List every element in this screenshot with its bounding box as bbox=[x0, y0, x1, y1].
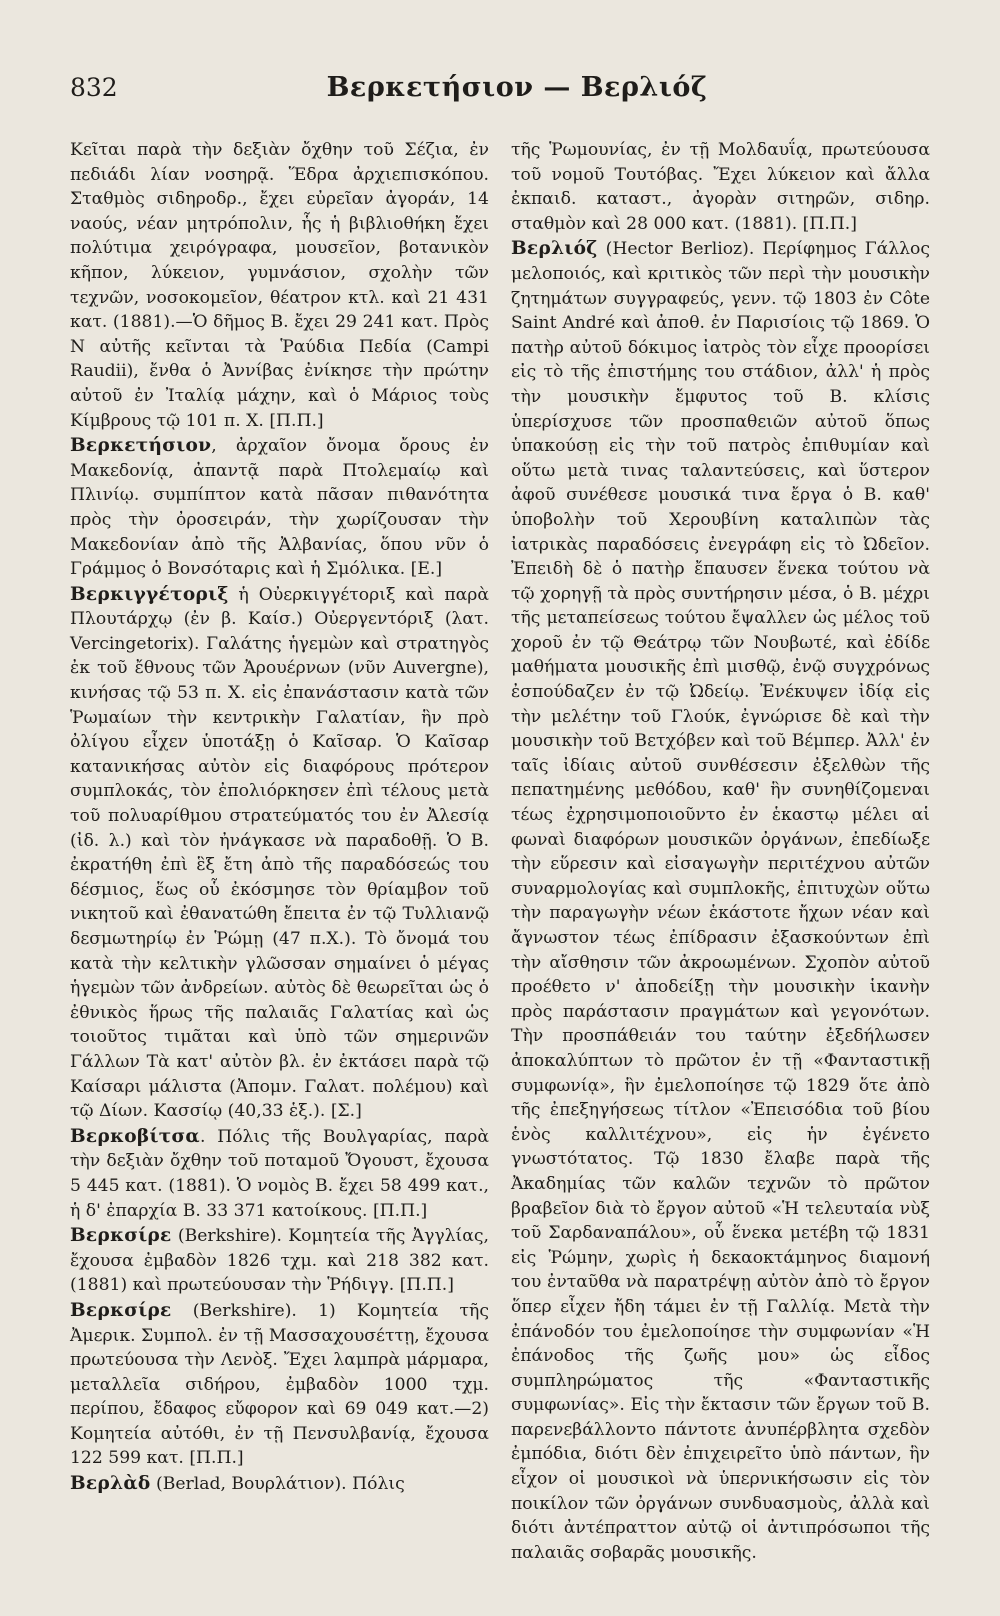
entry bbox=[70, 1224, 489, 1298]
text-columns bbox=[70, 138, 974, 1566]
entry-headword: Βερκοβίτσα bbox=[70, 1125, 200, 1147]
entry-headword: Βερκιγγέτοριξ bbox=[70, 583, 229, 605]
entry-headword: Βερλὰδ bbox=[70, 1473, 151, 1495]
page-number: 832 bbox=[70, 73, 118, 102]
entry bbox=[70, 1472, 489, 1497]
entry-headword: Βερλιόζ bbox=[511, 238, 598, 260]
running-head: Βερκετήσιον — Βερλιόζ bbox=[326, 72, 708, 103]
entry bbox=[70, 583, 489, 1124]
entry bbox=[70, 1299, 489, 1471]
entry-text: ἡ Οὐερκιγγέτοριξ καὶ παρὰ Πλουτάρχῳ (ἐν β. Καίσ.) Οὐεργεντόριξ (λατ. Vercingetorix). Γαλάτης ἡγεμὼν καὶ στρατηγὸς ἐκ τοῦ ἔθνους τῶν Ἀρουέρνων (νῦν Auvergne), κινήσας τῷ 53 π. Χ. εἰς ἐπανάστασιν κατὰ τῶν Ῥωμαίων τὴν κεντρικὴν Γαλατίαν, ἣν πρὸ ὀλίγου εἶχεν ὑποτάξῃ ὁ Καῖσαρ. Ὁ Καῖσαρ κατανικήσας αὐτὸν εἰς διαφόρους πρότερον συμπλοκάς, τὸν ἐπολιόρκησεν ἐπὶ τέλους μετὰ τοῦ πολυαρίθμου στρατεύματός του ἐν Ἀλεσίᾳ (ἰδ. λ.) καὶ τὸν ἠνάγκασε νὰ παραδοθῇ. Ὁ Β. ἐκρατήθη ἐπὶ ἓξ ἔτη ἀπὸ τῆς παραδόσεώς του δέσμιος, ἕως οὗ ἐκόσμησε τὸν θρίαμβον τοῦ νικητοῦ καὶ ἐθανατώθη ἔπειτα ἐν τῷ Τυλλιανῷ δεσμωτηρίῳ ἐν Ῥώμῃ (47 π.Χ.). Τὸ ὄνομά του κατὰ τὴν κελτικὴν γλῶσσαν σημαίνει ὁ μέγας ἡγεμὼν τῶν ἀνδρείων. αὐτὸς δὲ θεωρεῖται ὡς ὁ ἐθνικὸς ἥρως τῆς παλαιᾶς Γαλατίας καὶ ὡς τοιοῦτος τιμᾶται καὶ ὑπὸ τῶν σημερινῶν Γάλλων Τὰ κατ' αὐτὸν βλ. ἐν ἐκτάσει παρὰ τῷ Καίσαρι μάλιστα (Ἀπομν. Γαλατ. πολέμου) καὶ τῷ Δίων. Κασσίῳ (40,33 ἑξ.). [Σ.] bbox=[70, 584, 489, 1122]
page-header bbox=[70, 72, 974, 120]
entry bbox=[70, 434, 489, 582]
entry-text: (Berkshire). 1) Κομητεία τῆς Ἀμερικ. Συμπολ. ἐν τῇ Μασσαχουσέττῃ, ἔχουσα πρωτεύουσα τὴν Λενὸξ. Ἔχει λαμπρὰ μάρμαρα, μεταλλεῖα σιδήρου, ἐμβαδὸν 1000 τχμ. περίπου, ἔδαφος εὔφορον καὶ 69 049 κατ.—2) Κομητεία αὐτόθι, ἐν τῇ Πενσυλβανίᾳ, ἔχουσα 122 599 κατ. [Π.Π.] bbox=[70, 1300, 489, 1469]
right-column bbox=[511, 138, 930, 1566]
entry-text: (Hector Berlioz). Περίφημος Γάλλος μελοποιός, καὶ κριτικὸς τῶν περὶ τὴν μουσικὴν ζητημάτων συγγραφεύς, γενν. τῷ 1803 ἐν Côte Saint André καὶ ἀποθ. ἐν Παρισίοις τῷ 1869. Ὁ πατὴρ αὐτοῦ δόκιμος ἰατρὸς τὸν εἶχε προορίσει εἰς τὸ τῆς ἐπιστήμης του στάδιον, ἀλλ' ἡ πρὸς τὴν μουσικὴν ἔμφυτος τοῦ Β. κλίσις ὑπερίσχυσε τῶν προσπαθειῶν αὐτοῦ ὅπως ὑπακούσῃ εἰς τὴν τοῦ πατρὸς ἐπιθυμίαν καὶ οὕτω μετὰ τινας ταλαντεύσεις, καὶ ὕστερον ἀφοῦ συνέθεσε μουσικά τινα ἔργα ὁ Β. καθ' ὑποβολὴν τοῦ Χερουβίνη καταλιπὼν τὰς ἰατρικὰς παραδόσεις ἐνεγράφη εἰς τὸ Ὠδεῖον. Ἐπειδὴ δὲ ὁ πατὴρ ἔπαυσεν ἕνεκα τούτου νὰ τῷ χορηγῇ τὰ πρὸς συντήρησιν μέσα, ὁ Β. μέχρι τῆς μεταπείσεως τούτου ἔψαλλεν ὡς μέλος τοῦ χοροῦ ἐν τῷ Θεάτρῳ τῶν Νουβωτέ, καὶ ἐδίδε μαθήματα μουσικῆς ἐπὶ μισθῷ, ἐνῷ συγχρόνως ἐσπούδαζεν ἐν τῷ Ὠδείῳ. Ἐνέκυψεν ἰδίᾳ εἰς τὴν μελέτην τοῦ Γλούκ, ἐγνώρισε δὲ καὶ τὴν μουσικὴν τοῦ Βετχόβεν καὶ τοῦ Βέμπερ. Ἀλλ' ἐν ταῖς ἰδίαις αὐτοῦ συνθέσεσιν ἐξελθὼν τῆς πεπατημένης μεθόδου, καθ' ἣν συνηθίζομεναι τέως ἐχρησιμοποιοῦντο ἐν ἑκαστῳ μέλει αἱ φωναὶ διαφόρων μουσικῶν ὀργάνων, ἐπεδίωξε τὴν εὕρεσιν καὶ εἰσαγωγὴν περιτέχνου αὐτῶν συναρμολογίας καὶ συμπλοκῆς, ἐπιτυχὼν οὕτω τὴν παραγωγὴν νέων ἑκάστοτε ἤχων νέαν καὶ ἄγνωστον τέως ἐπίδρασιν ἐξασκούντων ἐπὶ τὴν αἴσθησιν τῶν ἀκροωμένων. Σχοπὸν αὐτοῦ προέθετο ν' ἀποδείξῃ τὴν μουσικὴν ἱκανὴν πρὸς παράστασιν πραγμάτων καὶ γεγονότων. Τὴν προσπάθειάν του ταύτην ἐξεδήλωσεν ἀποκαλύπτων τὸ πρῶτον ἐν τῇ «Φανταστικῇ συμφωνίᾳ», ἣν ἐμελοποίησε τῷ 1829 ὅτε ἀπὸ τῆς ἐπεξηγήσεως τίτλον «Ἐπεισόδια τοῦ βίου ἑνὸς καλλιτέχνου», εἰς ἡν ἐγένετο γνωστότατος. Τῷ 1830 ἔλαβε παρὰ τῆς Ἀκαδημίας τῶν καλῶν τεχνῶν τὸ πρῶτον βραβεῖον διὰ τὸ ἔργον αὐτοῦ «Ἡ τελευταία νὺξ τοῦ Σαρδαναπάλου», οὗ ἕνεκα μετέβη τῷ 1831 εἰς Ῥώμην, χωρὶς ἡ δεκαοκτάμηνος διαμονή του ἐνταῦθα νὰ παρατρέψῃ αὐτὸν ἀπὸ τὸ ἔργον ὅπερ εἶχεν ἤδη τάμει ἐν τῇ Γαλλίᾳ. Μετὰ τὴν ἐπάνοδόν του ἐμελοποίησε τὴν συμφωνίαν «Ἡ ἐπάνοδος τῆς ζωῆς μου» ὡς εἶδος συμπληρώματος τῆς «Φανταστικῆς συμφωνίας». Εἰς τὴν ἔκτασιν τῶν ἔργων τοῦ Β. παρενεβάλλοντο πάντοτε ἀνυπέρβλητα σχεδὸν ἐμπόδια, διότι δὲν ἐπιχειρεῖτο ὑπὸ πάντων, ἣν εἶχον οἱ μουσικοὶ νὰ ὑπερνικήσωσιν εἰς τὸν ποικίλον τῶν ὀργάνων συνδυασμοὺς, ἀλλὰ καὶ διότι ἀντέπραττον αὐτῷ οἱ ἀντιπρόσωποι τῆς παλαιᾶς σοβαρᾶς μουσικῆς. bbox=[511, 239, 930, 1563]
entry bbox=[70, 1125, 489, 1223]
entry bbox=[70, 138, 489, 433]
left-column bbox=[70, 138, 489, 1566]
entry-text: (Berlad, Βουρλάτιον). Πόλις bbox=[150, 1474, 405, 1495]
entry-text: τῆς Ῥωμουνίας, ἐν τῇ Μολδαυΐᾳ, πρωτεύουσα τοῦ νομοῦ Τουτόβας. Ἔχει λύκειον καὶ ἄλλα ἐκπαιδ. καταστ., ἀγορὰν σιτηρῶν, σιδηρ. σταθμὸν καὶ 28 000 κατ. (1881). [Π.Π.] bbox=[511, 140, 930, 234]
entry-text: Κεῖται παρὰ τὴν δεξιὰν ὄχθην τοῦ Σέζια, ἐν πεδιάδι λίαν νοσηρᾷ. Ἕδρα ἀρχιεπισκόπου. Σταθμὸς σιδηροδρ., ἔχει εὐρεῖαν ἀγοράν, 14 ναούς, νέαν μητρόπολιν, ἧς ἡ βιβλιοθήκη ἔχει πολύτιμα χειρόγραφα, μουσεῖον, βοτανικὸν κῆπον, λύκειον, γυμνάσιον, σχολὴν τῶν τεχνῶν, νοσοκομεῖον, θέατρον κτλ. καὶ 21 431 κατ. (1881).—Ὁ δῆμος Β. ἔχει 29 241 κατ. Πρὸς Ν αὐτῆς κεῖνται τὰ Ῥαύδια Πεδία (Campi Raudii), ἔνθα ὁ Ἀννίβας ἐνίκησε τὴν πρώτην αὐτοῦ ἐν Ἰταλίᾳ μάχην, καὶ ὁ Μάριος τοὺς Κίμβρους τῷ 101 π. Χ. [Π.Π.] bbox=[70, 140, 489, 431]
entry-text: , ἀρχαῖον ὄνομα ὄρους ἐν Μακεδονίᾳ, ἀπαντᾷ παρὰ Πτολεμαίῳ καὶ Πλινίῳ. συμπίπτον κατὰ πᾶσαν πιθανότητα πρὸς τὴν ὀροσειράν, τὴν χωρίζουσαν τὴν Μακεδονίαν ἀπὸ τῆς Ἀλβανίας, ὅπου νῦν ὁ Γράμμος ὁ Βονσόταρις καὶ ἡ Σμόλικα. [Ε.] bbox=[70, 436, 489, 580]
entry bbox=[511, 138, 930, 236]
entry-text: (Berkshire). Κομητεία τῆς Ἀγγλίας, ἔχουσα ἐμβαδὸν 1826 τχμ. καὶ 218 382 κατ. (1881) καὶ πρωτεύουσαν τὴν Ῥήδιγγ. [Π.Π.] bbox=[70, 1226, 489, 1296]
entry-headword: Βερκσίρε bbox=[70, 1299, 172, 1321]
entry-headword: Βερκσίρε bbox=[70, 1225, 172, 1247]
entry-text: . Πόλις τῆς Βουλγαρίας, παρὰ τὴν δεξιὰν ὄχθην τοῦ ποταμοῦ Ὄγουστ, ἔχουσα 5 445 κατ. (1881). Ὁ νομὸς Β. ἔχει 58 499 κατ., ἡ δ' ἐπαρχία Β. 33 371 κατοίκους. [Π.Π.] bbox=[70, 1126, 489, 1221]
entry-headword: Βερκετήσιον bbox=[70, 435, 212, 457]
entry bbox=[511, 237, 930, 1565]
